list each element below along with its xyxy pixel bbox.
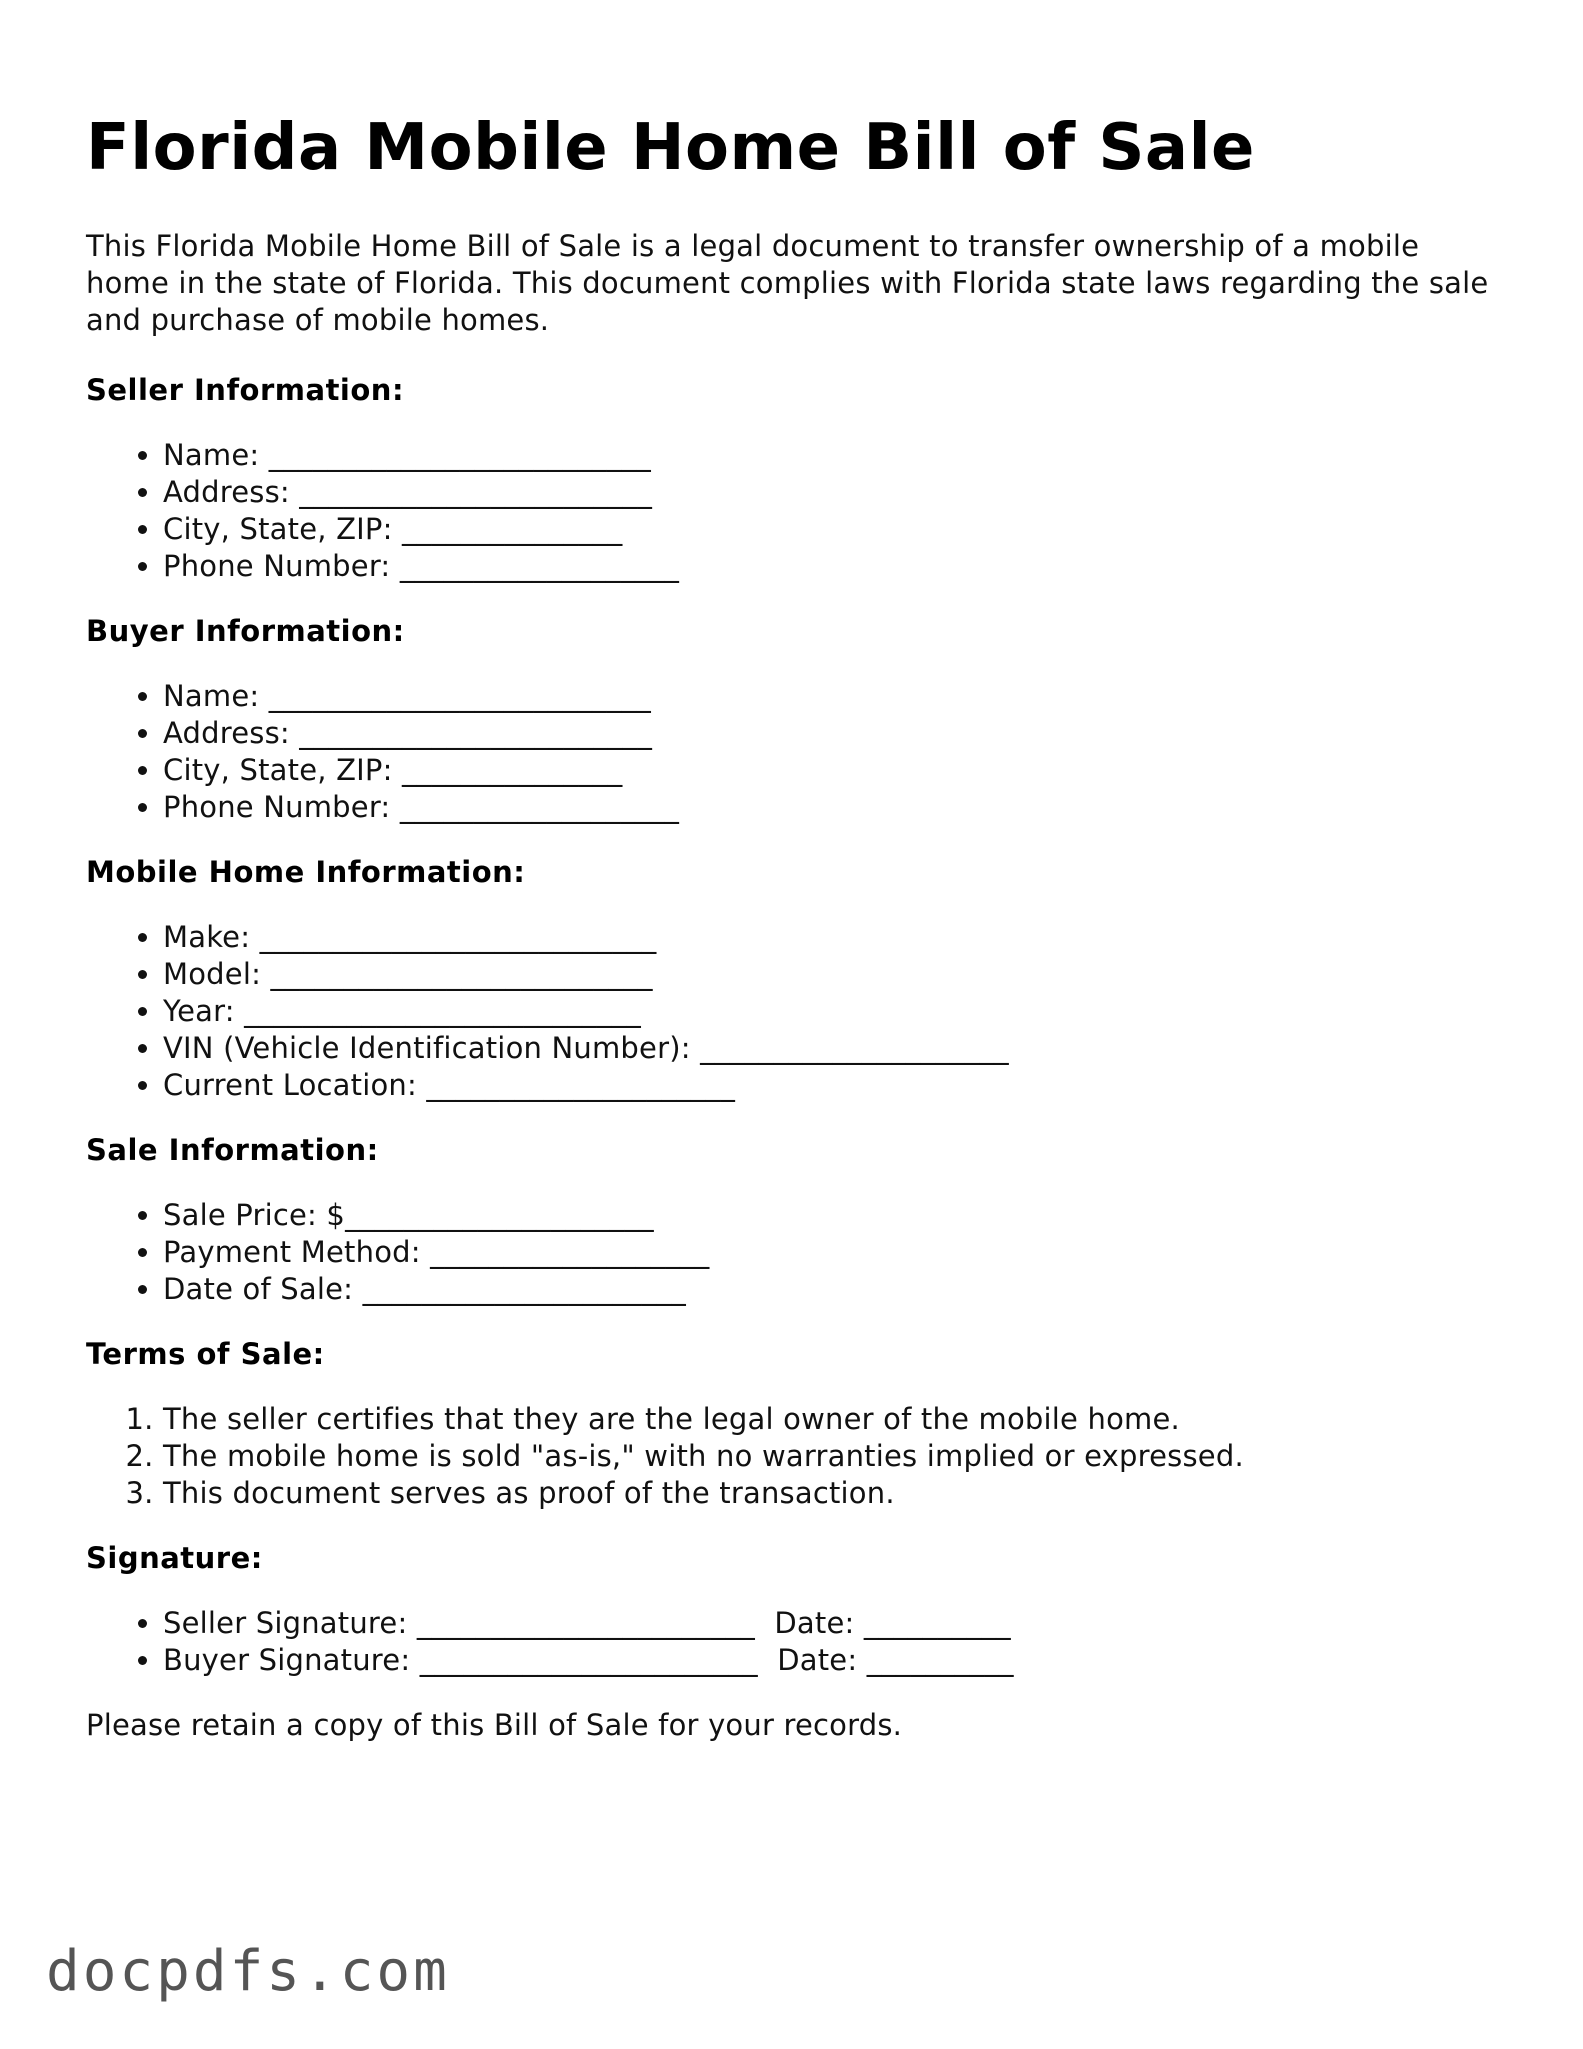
sale-fields-list — [86, 1197, 1506, 1308]
buyer-address-field: • Address: ________________________ — [163, 715, 1506, 752]
buyer-fields-list — [86, 678, 1506, 826]
buyer-name-field: • Name: __________________________ — [163, 678, 1506, 715]
sale-price-field: • Sale Price: $_____________________ — [163, 1197, 1506, 1234]
mobile-home-fields-list — [86, 919, 1506, 1104]
current-location-field: • Current Location: _____________________ — [163, 1067, 1506, 1104]
date-of-sale-field: • Date of Sale: ______________________ — [163, 1271, 1506, 1308]
signature-fields-list — [86, 1605, 1506, 1679]
buyer-signature-date-field: Date: __________ — [777, 1643, 1014, 1677]
model-field: • Model: __________________________ — [163, 956, 1506, 993]
seller-city-state-zip-field: • City, State, ZIP: _______________ — [163, 511, 1506, 548]
sale-section-heading: Sale Information: — [86, 1133, 379, 1167]
term-item: 1. The seller certifies that they are the legal owner of the mobile home. — [163, 1401, 1506, 1438]
document-title: Florida Mobile Home Bill of Sale — [86, 111, 1255, 185]
seller-signature-date-field: Date: __________ — [774, 1606, 1011, 1640]
seller-phone-field: • Phone Number: ___________________ — [163, 548, 1506, 585]
seller-name-field: • Name: __________________________ — [163, 437, 1506, 474]
terms-list — [86, 1401, 1506, 1512]
term-item: 3. This document serves as proof of the transaction. — [163, 1475, 1506, 1512]
vin-field: • VIN (Vehicle Identification Number): _____________________ — [163, 1030, 1506, 1067]
intro-paragraph: This Florida Mobile Home Bill of Sale is a legal document to transfer ownership of a mobile home in the state of Florida. This document complies with Florida state laws regarding the sale and purchase of mobile homes. — [86, 229, 1489, 337]
seller-signature-line — [163, 1605, 1506, 1642]
seller-section-heading: Seller Information: — [86, 373, 405, 407]
signature-section-heading: Signature: — [86, 1541, 263, 1575]
mobile-home-section-heading: Mobile Home Information: — [86, 855, 526, 889]
term-item: 2. The mobile home is sold "as-is," with no warranties implied or expressed. — [163, 1438, 1506, 1475]
closing-note: Please retain a copy of this Bill of Sale for your records. — [86, 1708, 903, 1742]
payment-method-field: • Payment Method: ___________________ — [163, 1234, 1506, 1271]
buyer-signature-field: Buyer Signature: _______________________ — [163, 1643, 758, 1677]
seller-fields-list — [86, 437, 1506, 585]
buyer-phone-field: • Phone Number: ___________________ — [163, 789, 1506, 826]
watermark-logo: docpdfs.com — [46, 1939, 450, 2004]
buyer-city-state-zip-field: • City, State, ZIP: _______________ — [163, 752, 1506, 789]
buyer-section-heading: Buyer Information: — [86, 614, 405, 648]
document-page — [86, 108, 1506, 1744]
buyer-signature-line — [163, 1642, 1506, 1679]
seller-address-field: • Address: ________________________ — [163, 474, 1506, 511]
year-field: • Year: ___________________________ — [163, 993, 1506, 1030]
seller-signature-field: Seller Signature: _______________________ — [163, 1606, 755, 1640]
terms-section-heading: Terms of Sale: — [86, 1337, 325, 1371]
make-field: • Make: ___________________________ — [163, 919, 1506, 956]
